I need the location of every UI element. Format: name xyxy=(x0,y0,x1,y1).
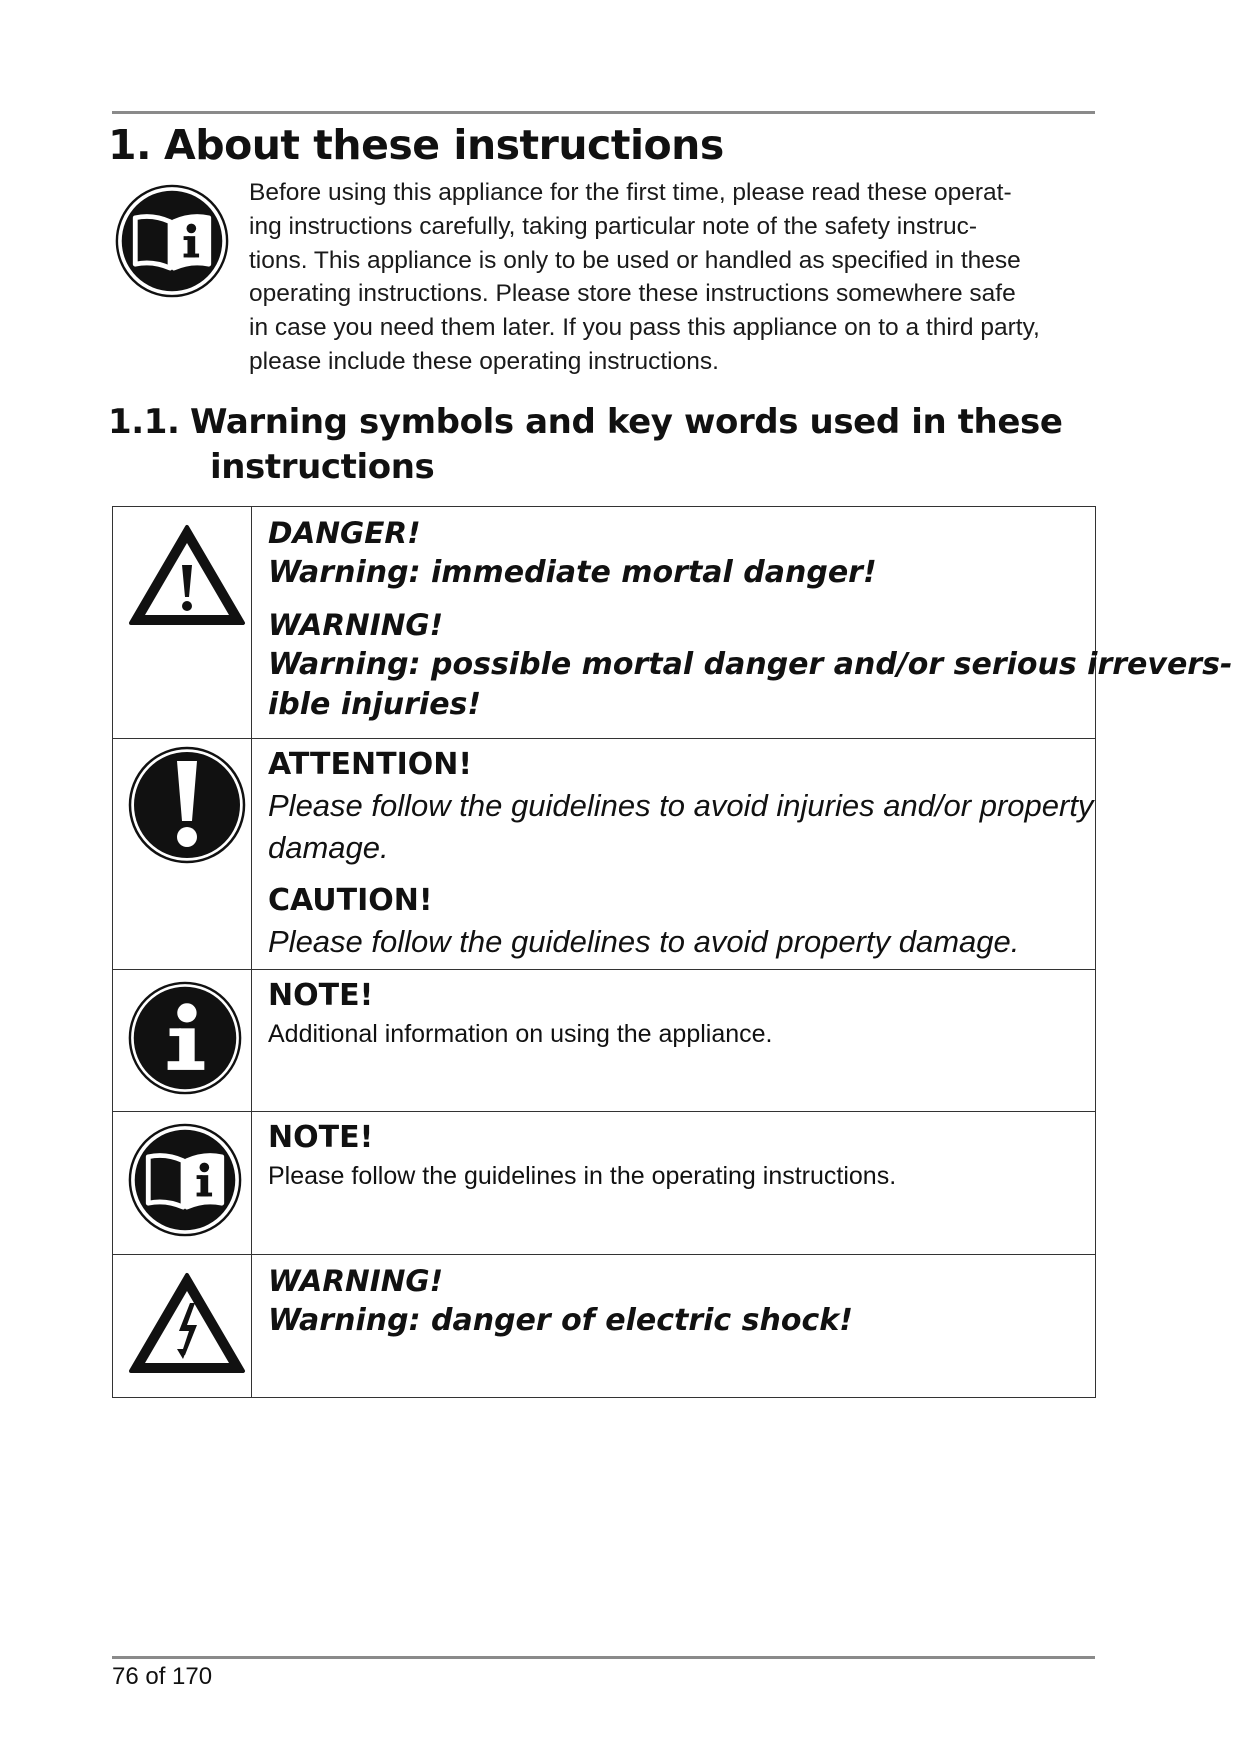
footer-rule xyxy=(112,1656,1095,1659)
description: Please follow the guidelines in the operating instructions. xyxy=(268,1162,897,1190)
description: Additional information on using the appliance. xyxy=(268,1020,773,1048)
icon-cell xyxy=(113,507,252,739)
intro-line: ing instructions carefully, taking particular note of the safety instruc- xyxy=(249,212,978,240)
keyword-note: NOTE! xyxy=(268,978,374,1013)
subsection-title-line2: instructions xyxy=(210,447,435,487)
warning-triangle-icon xyxy=(127,521,247,631)
intro-paragraph xyxy=(249,176,1109,379)
subsection-title-line1: Warning symbols and key words used in these xyxy=(190,402,1063,442)
warning-symbols-table xyxy=(112,506,1233,1398)
icon-cell xyxy=(113,739,252,970)
description: Warning: danger of electric shock! xyxy=(268,1303,853,1338)
electric-shock-warning-icon xyxy=(127,1269,247,1379)
subsection-number: 1.1. xyxy=(108,402,180,442)
table-row xyxy=(113,970,1096,1112)
page-number: 76 of 170 xyxy=(112,1663,213,1690)
subsection-title xyxy=(108,400,1063,490)
text-cell xyxy=(252,1255,1096,1398)
description: Please follow the guidelines to avoid injuries and/or property xyxy=(268,788,1094,823)
description: ible injuries! xyxy=(268,687,482,722)
description: Warning: immediate mortal danger! xyxy=(268,555,877,590)
table-row xyxy=(113,1255,1096,1398)
intro-line: in case you need them later. If you pass this appliance on to a third party, xyxy=(249,314,1040,342)
table-row xyxy=(113,739,1096,970)
intro-line: Before using this appliance for the first time, please read these operat- xyxy=(249,179,1012,206)
section-title xyxy=(108,118,724,173)
intro-line: operating instructions. Please store these instructions somewhere safe xyxy=(249,280,1016,308)
intro-line: please include these operating instructions. xyxy=(249,347,719,375)
text-cell xyxy=(252,739,1096,970)
icon-cell xyxy=(113,970,252,1112)
icon-cell xyxy=(113,1112,252,1255)
header-rule xyxy=(112,111,1095,114)
read-manual-info-icon xyxy=(114,183,230,299)
info-circle-icon xyxy=(127,980,243,1096)
description: Warning: possible mortal danger and/or serious irrevers- xyxy=(268,647,1233,682)
section-title-text: About these instructions xyxy=(164,121,724,169)
text-cell xyxy=(252,970,1096,1112)
keyword-danger: DANGER! xyxy=(268,516,421,550)
section-number: 1. xyxy=(108,121,152,169)
table-row xyxy=(113,1112,1096,1255)
keyword-note: NOTE! xyxy=(268,1120,374,1155)
description: damage. xyxy=(268,830,389,865)
text-cell xyxy=(252,1112,1096,1255)
table-row xyxy=(113,507,1096,739)
text-cell xyxy=(252,507,1233,739)
read-manual-info-icon xyxy=(127,1122,243,1238)
keyword-warning: WARNING! xyxy=(268,608,444,642)
exclamation-circle-icon xyxy=(127,745,247,865)
icon-cell xyxy=(113,1255,252,1398)
intro-line: tions. This appliance is only to be used or handled as specified in these xyxy=(249,246,1021,274)
keyword-caution: CAUTION! xyxy=(268,883,433,918)
description: Please follow the guidelines to avoid property damage. xyxy=(268,924,1020,959)
keyword-warning: WARNING! xyxy=(268,1264,444,1298)
keyword-attention: ATTENTION! xyxy=(268,747,473,782)
